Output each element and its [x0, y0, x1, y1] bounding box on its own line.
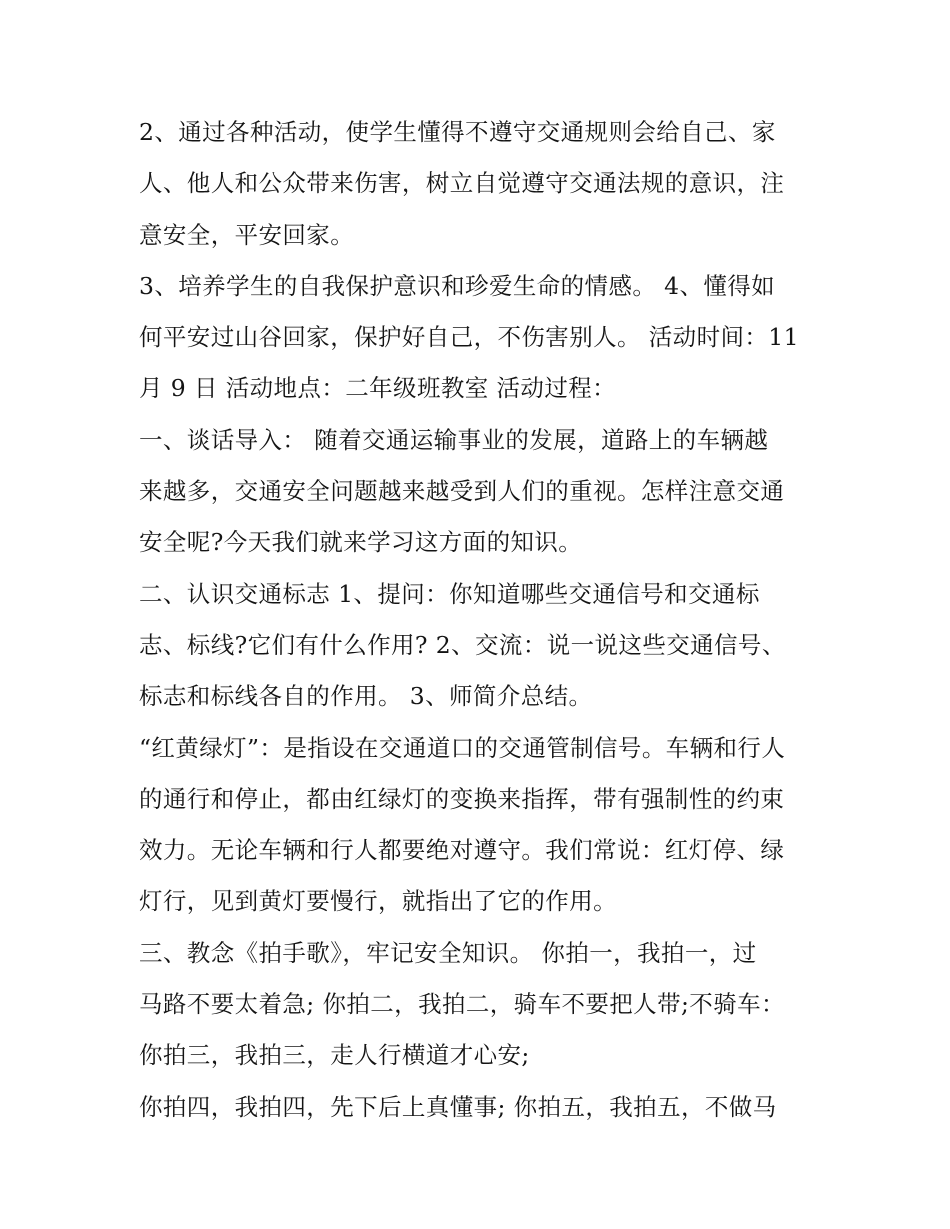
text-line-6: 月 9 日 活动地点：二年级班教室 活动过程：: [139, 374, 617, 403]
text-line-12: 标志和标线各自的作用。 3、师简介总结。: [139, 682, 593, 711]
text-line-1: 2、通过各种活动，使学生懂得不遵守交通规则会给自己、家: [139, 118, 776, 146]
text-line-3: 意安全，平安回家。: [139, 220, 355, 249]
text-line-17: 三、教念《拍手歌》，牢记安全知识。 你拍一，我拍一，过: [139, 938, 757, 967]
document-body: [139, 107, 817, 1133]
text-line-13: “红黄绿灯”：是指设在交通道口的交通管制信号。车辆和行人: [139, 733, 786, 762]
text-line-10: 二、认识交通标志 1、提问：你知道哪些交通信号和交通标: [139, 579, 760, 608]
text-line-20: 你拍四，我拍四，先下后上真懂事; 你拍五，我拍五，不做马: [139, 1092, 777, 1121]
text-line-5: 何平安过山谷回家，保护好自己，不伤害别人。 活动时间：11: [139, 323, 799, 352]
text-line-2: 人、他人和公众带来伤害，树立自觉遵守交通法规的意识，注: [139, 169, 785, 198]
text-line-15: 效力。无论车辆和行人都要绝对遵守。我们常说：红灯停、绿: [139, 836, 785, 865]
text-line-19: 你拍三，我拍三，走人行横道才心安;: [139, 1041, 530, 1070]
text-line-9: 安全呢?今天我们就来学习这方面的知识。: [139, 528, 583, 557]
text-line-18: 马路不要太着急; 你拍二，我拍二，骑车不要把人带;不骑车：: [139, 990, 785, 1019]
text-line-11: 志、标线?它们有什么作用? 2、交流：说一说这些交通信号、: [139, 630, 786, 659]
text-line-16: 灯行，见到黄灯要慢行，就指出了它的作用。: [139, 887, 617, 916]
text-line-14: 的通行和停止，都由红绿灯的变换来指挥，带有强制性的约束: [139, 784, 785, 813]
text-line-7: 一、谈话导入： 随着交通运输事业的发展，道路上的车辆越: [139, 425, 769, 454]
text-line-8: 来越多，交通安全问题越来越受到人们的重视。怎样注意交通: [139, 477, 785, 506]
text-line-4: 3、培养学生的自我保护意识和珍爱生命的情感。 4、懂得如: [139, 271, 776, 300]
